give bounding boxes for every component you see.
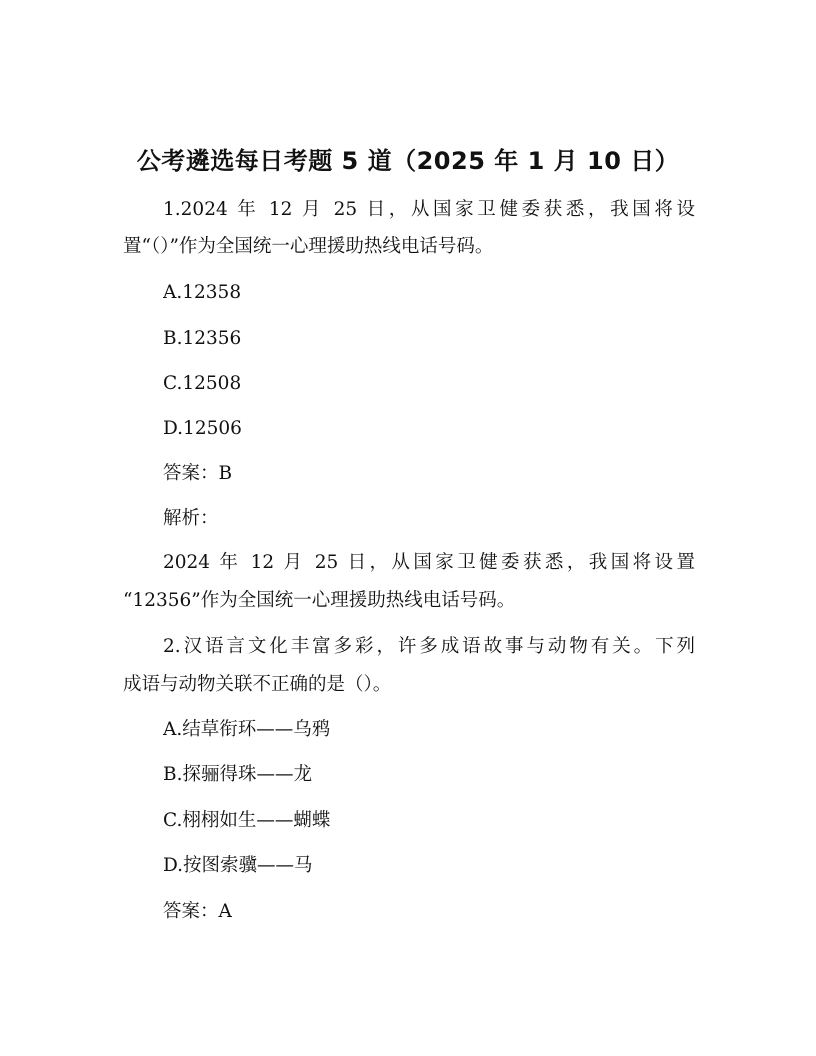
q1-option-b: B.12356 bbox=[163, 328, 242, 349]
q2-stem-line1: 2.汉语言文化丰富多彩，许多成语故事与动物有关。下列 bbox=[163, 636, 695, 657]
q1-option-c: C.12508 bbox=[163, 373, 242, 394]
q1-analysis-label: 解析： bbox=[163, 508, 219, 529]
q2-option-d: D.按图索骥——马 bbox=[163, 855, 313, 876]
document-title: 公考遴选每日考题 5 道（2025 年 1 月 10 日） bbox=[136, 147, 680, 175]
q1-option-a: A.12358 bbox=[163, 282, 242, 303]
q1-stem-line2: 置“（）”作为全国统一心理援助热线电话号码。 bbox=[123, 236, 494, 257]
q1-answer: 答案：B bbox=[163, 463, 233, 484]
q1-analysis-line2: “12356”作为全国统一心理援助热线电话号码。 bbox=[123, 590, 516, 611]
q2-option-b: B.探骊得珠——龙 bbox=[163, 764, 312, 785]
q2-stem-line2: 成语与动物关联不正确的是（）。 bbox=[123, 674, 392, 695]
q2-option-a: A.结草衔环——乌鸦 bbox=[163, 719, 331, 740]
q2-answer: 答案：A bbox=[163, 901, 232, 922]
q2-option-c: C.栩栩如生——蝴蝶 bbox=[163, 810, 331, 831]
q1-analysis-line1: 2024 年 12 月 25 日，从国家卫健委获悉，我国将设置 bbox=[163, 552, 695, 573]
q1-option-d: D.12506 bbox=[163, 418, 242, 439]
q1-stem-line1: 1.2024 年 12 月 25 日，从国家卫健委获悉，我国将设 bbox=[163, 199, 695, 220]
